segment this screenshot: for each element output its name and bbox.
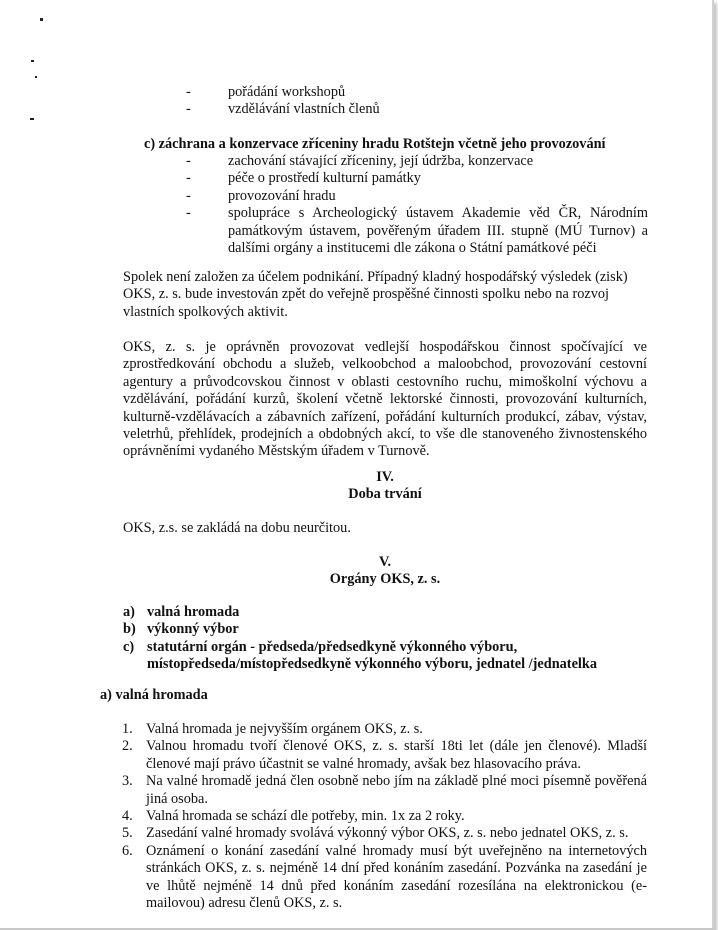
paragraph-business-activity: OKS, z. s. je oprávněn provozovat vedlejší hospodářskou činnost spočívající ve zprostředkování obchodu a služeb, velkoobchod a maloobchod, provozování cestovní agentury a průvodcovskou činnost v oblasti cestovního ruchu, mimoškolní výchovu a vzdělávání, pořádání kurzů, školení včetně lektorské činnosti, provozování kulturních, kulturně-vzdělávacích a zábavních zařízení, pořádání kulturních produkcí, zábav, výstav, veletrhů, přehlídek, prodejních a obdobných akcí, to vše dle stanoveného živnostenského oprávněními vydaného Městským úřadem v Turnově. xyxy=(123,339,647,460)
section-c-list xyxy=(186,153,648,257)
list-item xyxy=(122,825,647,842)
list-item-text: výkonný výbor xyxy=(147,621,239,638)
list-number: 6. xyxy=(122,842,133,859)
scan-speck xyxy=(31,60,34,62)
list-item-text: Valná hromada je nejvyšším orgánem OKS, z. s. xyxy=(146,721,423,737)
list-item-text: spolupráce s Archeologický ústavem Akademie věd ČR, Národním památkovým ústavem, pověřeným úřadem III. stupně (MÚ Turnov) a dalšími orgány a institucemi dle zákona o Státní památkové péči xyxy=(228,205,648,257)
activities-list xyxy=(186,84,380,119)
section-iv-number: IV. xyxy=(376,469,394,485)
list-item-text: provozování hradu xyxy=(228,187,336,204)
section-iv-title: Doba trvání xyxy=(348,486,422,502)
bullet-dash: - xyxy=(186,205,191,222)
list-item-text: Valnou hromadu tvoří členové OKS, z. s. starší 18ti let (dále jen členové). Mladší členové mají právo účastnit se valné hromady, avšak bez hlasovacího práva. xyxy=(146,738,647,772)
bullet-dash: - xyxy=(186,187,191,204)
list-item xyxy=(122,808,647,825)
list-item-text: valná hromada xyxy=(147,604,240,620)
section-v-number: V. xyxy=(378,554,392,570)
list-item xyxy=(186,188,648,205)
list-item xyxy=(123,621,663,638)
list-item xyxy=(122,738,647,773)
scan-speck xyxy=(30,118,34,120)
list-item-text: Oznámení o konání zasedání valné hromady musí být uveřejněno na internetových stránkách OKS, z. s. nejméně 14 dní před konáním zasedání. Pozvánka na zasedání je ve lhůtě nejméně 14 dnů před konáním zasedání rozesílána na elektronickou (e-mailovou) adresu členů OKS, z. s. xyxy=(146,842,647,912)
list-item-text: Valná hromada se schází dle potřeby, min. 1x za 2 roky. xyxy=(146,808,465,825)
list-item-text: zachování stávající zříceniny, její údržba, konzervace xyxy=(228,153,534,169)
list-item-text: místopředseda/místopředsedkyně výkonného výboru, jednatel /jednatelka xyxy=(147,656,597,673)
list-item-continuation xyxy=(123,656,663,673)
list-number: 5. xyxy=(122,825,133,842)
scan-speck xyxy=(40,18,43,21)
list-letter: a) xyxy=(123,604,135,620)
list-item xyxy=(186,101,380,118)
list-item-text: statutární orgán - předseda/předsedkyně výkonného výboru, xyxy=(147,638,518,655)
list-item xyxy=(186,84,380,101)
bullet-dash: - xyxy=(186,84,191,100)
list-letter xyxy=(123,656,147,673)
list-item xyxy=(122,843,647,913)
bullet-dash: - xyxy=(186,170,191,187)
list-item-text: Na valné hromadě jedná člen osobně nebo jím na základě plné moci písemně pověřená jiná osoba. xyxy=(146,773,647,807)
list-number: 4. xyxy=(122,808,133,825)
list-letter: b) xyxy=(123,621,136,638)
list-item xyxy=(186,170,648,187)
section-iv-text: OKS, z.s. se zakládá na dobu neurčitou. xyxy=(123,520,351,536)
list-item xyxy=(123,604,663,621)
list-item xyxy=(122,773,647,808)
list-letter: c) xyxy=(123,638,135,655)
scan-speck xyxy=(35,76,37,78)
list-number: 2. xyxy=(122,738,133,755)
section-v-title: Orgány OKS, z. s. xyxy=(329,571,441,587)
bullet-dash: - xyxy=(186,153,191,169)
points-list xyxy=(122,721,647,912)
bullet-dash: - xyxy=(186,101,191,118)
list-item xyxy=(122,721,647,738)
list-number: 3. xyxy=(122,773,133,790)
list-item-text: pořádání workshopů xyxy=(228,84,346,100)
list-item xyxy=(123,639,663,656)
list-item-text: péče o prostředí kulturní památky xyxy=(228,170,421,187)
list-item-text: Zasedání valné hromady svolává výkonný výbor OKS, z. s. nebo jednatel OKS, z. s. xyxy=(146,825,629,842)
list-item-text: vzdělávání vlastních členů xyxy=(228,101,380,118)
list-number: 1. xyxy=(122,721,133,737)
subheading-valna-hromada: a) valná hromada xyxy=(100,687,208,703)
section-c-heading: c) záchrana a konzervace zříceniny hradu Rotštejn včetně jeho provozování xyxy=(144,136,606,152)
organs-list xyxy=(123,604,663,674)
list-item xyxy=(186,153,648,170)
list-item xyxy=(186,205,648,257)
paragraph-nonprofit: Spolek není založen za účelem podnikání. Případný kladný hospodářský výsledek (zisk) OKS, z. s. bude investován zpět do veřejně prospěšné činnosti spolku nebo na rozvoj vlastních spolkových aktivit. xyxy=(123,269,628,320)
